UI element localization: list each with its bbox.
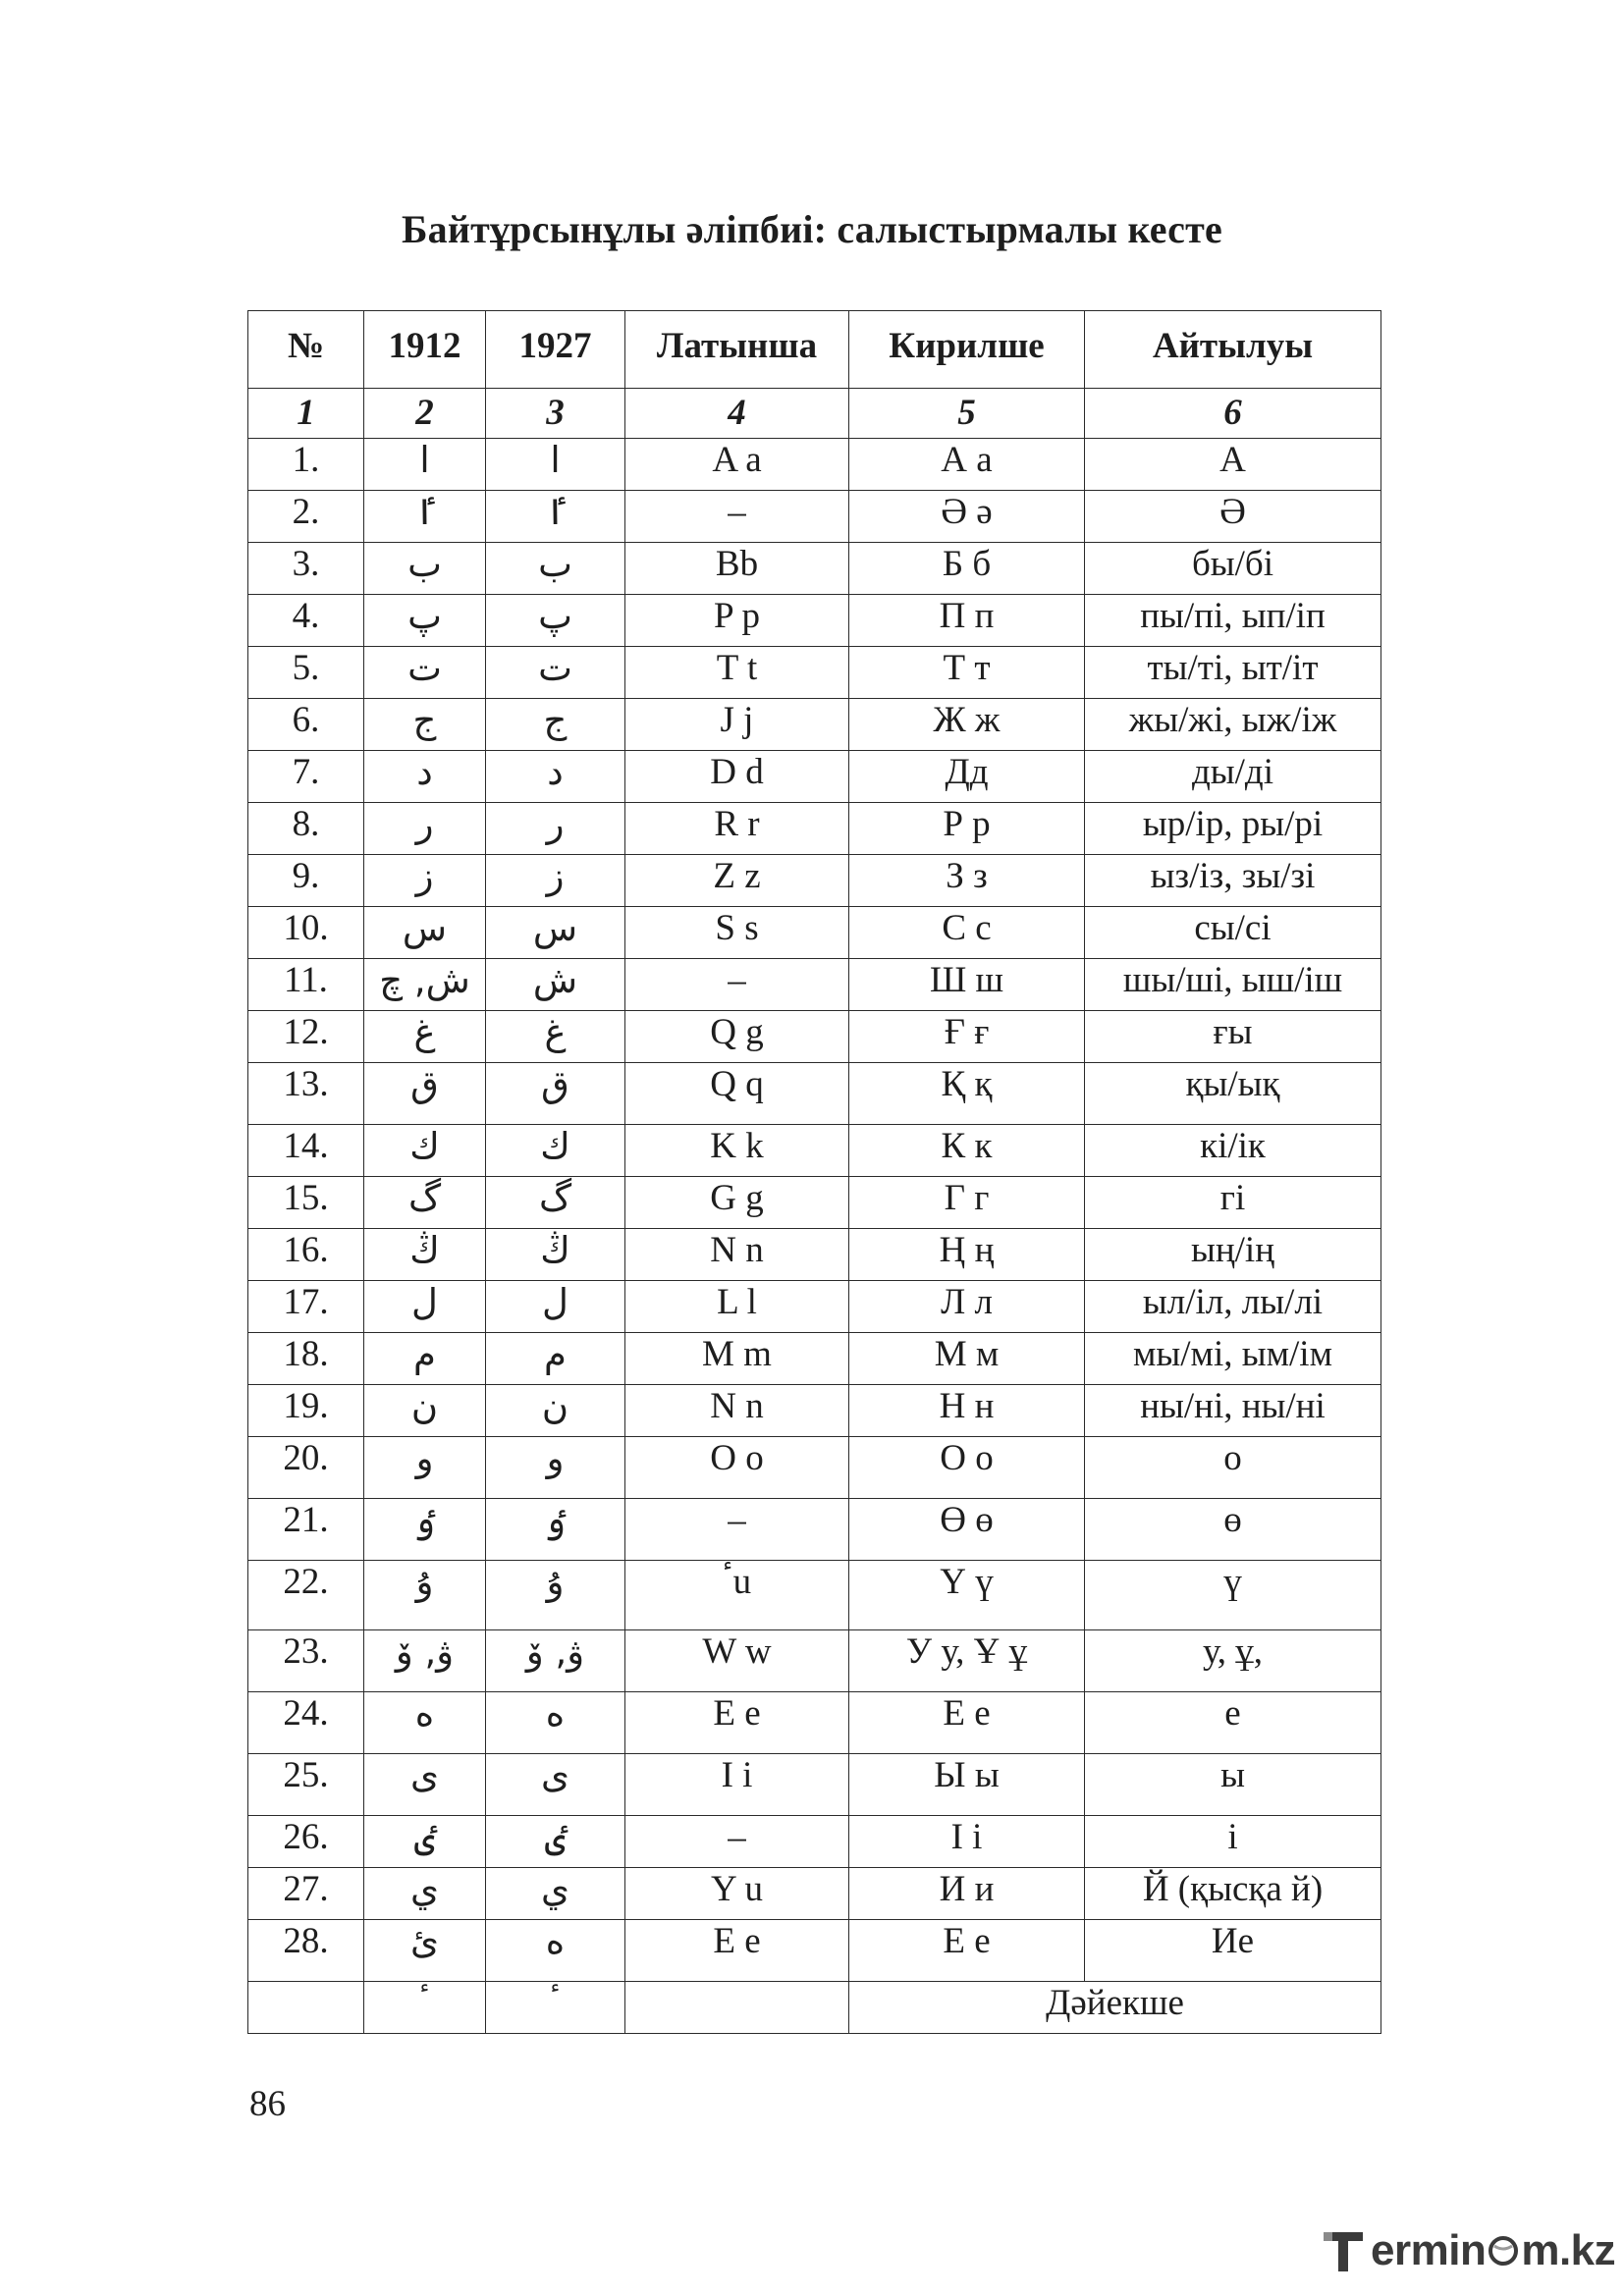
pronunciation-cell: Ие [1085, 1920, 1381, 1982]
footer-label: Дәйекше [849, 1982, 1381, 2034]
table-row [248, 1920, 1381, 1982]
arabic-1927-cell: ي [486, 1868, 625, 1920]
row-number-cell: 3. [248, 543, 364, 595]
page-title: Байтұрсынұлы әліпбиі: салыстырмалы кесте [402, 207, 1222, 251]
pronunciation-cell: Й (қысқа й) [1085, 1868, 1381, 1920]
pronunciation-cell: А [1085, 439, 1381, 491]
latin-cell: ٴu [625, 1561, 849, 1630]
table-row [248, 803, 1381, 855]
arabic-1912-cell: ش, چ [364, 959, 486, 1011]
table-row [248, 1561, 1381, 1630]
row-number-cell: 18. [248, 1333, 364, 1385]
watermark-text-after: m.kz [1521, 2226, 1616, 2274]
arabic-1927-cell: م [486, 1333, 625, 1385]
cyrillic-cell: Ж ж [849, 699, 1085, 751]
table-row [248, 1063, 1381, 1125]
cyrillic-cell: П п [849, 595, 1085, 647]
cyrillic-cell: Е е [849, 1920, 1085, 1982]
table-row [248, 1333, 1381, 1385]
row-number-cell: 20. [248, 1437, 364, 1499]
globe-icon [1487, 2234, 1520, 2268]
pronunciation-cell: жы/жі, ыж/іж [1085, 699, 1381, 751]
arabic-1927-cell: ڭ [486, 1229, 625, 1281]
arabic-1912-cell: ۇ [364, 1561, 486, 1630]
page-number: 86 [249, 2084, 286, 2124]
pronunciation-cell: ны/ні, ны/ні [1085, 1385, 1381, 1437]
watermark-text-before: ermin [1371, 2226, 1487, 2274]
latin-cell: Y u [625, 1868, 849, 1920]
arabic-1912-cell: ب [364, 543, 486, 595]
arabic-1912-cell: غ [364, 1011, 486, 1063]
latin-cell: I i [625, 1754, 849, 1816]
table-row [248, 1692, 1381, 1754]
pronunciation-cell: ты/ті, ыт/іт [1085, 647, 1381, 699]
row-number-cell: 23. [248, 1630, 364, 1692]
latin-cell: Z z [625, 855, 849, 907]
arabic-1927-cell: ه [486, 1692, 625, 1754]
arabic-1927-cell: و [486, 1437, 625, 1499]
arabic-1927-cell: ٵ [486, 491, 625, 543]
arabic-1912-cell: ئ [364, 1920, 486, 1982]
pronunciation-cell: о [1085, 1437, 1381, 1499]
cyrillic-cell: Н н [849, 1385, 1085, 1437]
cyrillic-cell: Ш ш [849, 959, 1085, 1011]
cyrillic-cell: Л л [849, 1281, 1085, 1333]
arabic-1927-cell: ٸ [486, 1816, 625, 1868]
latin-cell: W w [625, 1630, 849, 1692]
arabic-1927-cell: گ [486, 1177, 625, 1229]
arabic-1912-cell: ت [364, 647, 486, 699]
arabic-1912-cell: و [364, 1437, 486, 1499]
cyrillic-cell: Ғ ғ [849, 1011, 1085, 1063]
table-row [248, 647, 1381, 699]
cyrillic-cell: У у, Ұ ұ [849, 1630, 1085, 1692]
arabic-1912-cell: م [364, 1333, 486, 1385]
latin-cell: T t [625, 647, 849, 699]
pronunciation-cell: ыз/із, зы/зі [1085, 855, 1381, 907]
cyrillic-cell: И и [849, 1868, 1085, 1920]
footer-number-cell [248, 1982, 364, 2034]
pronunciation-cell: ө [1085, 1499, 1381, 1561]
column-index: 1 [248, 389, 364, 439]
pronunciation-cell: е [1085, 1692, 1381, 1754]
column-index-row [248, 389, 1381, 439]
pronunciation-cell: бы/бі [1085, 543, 1381, 595]
table-body [248, 389, 1381, 1982]
latin-cell: – [625, 1816, 849, 1868]
latin-cell: – [625, 491, 849, 543]
latin-cell: – [625, 959, 849, 1011]
table-row [248, 1499, 1381, 1561]
header-1912: 1912 [364, 311, 486, 389]
table-row [248, 1868, 1381, 1920]
latin-cell: N n [625, 1229, 849, 1281]
cyrillic-cell: Ү ү [849, 1561, 1085, 1630]
arabic-1927-cell: ل [486, 1281, 625, 1333]
arabic-1912-cell: ل [364, 1281, 486, 1333]
latin-cell: L l [625, 1281, 849, 1333]
row-number-cell: 16. [248, 1229, 364, 1281]
arabic-1912-cell: ڭ [364, 1229, 486, 1281]
arabic-1912-cell: ى [364, 1754, 486, 1816]
cyrillic-cell: Б б [849, 543, 1085, 595]
pronunciation-cell: ү [1085, 1561, 1381, 1630]
cyrillic-cell: К к [849, 1125, 1085, 1177]
pronunciation-cell: пы/пі, ып/іп [1085, 595, 1381, 647]
pronunciation-cell: кі/ік [1085, 1125, 1381, 1177]
arabic-1927-cell: ا [486, 439, 625, 491]
arabic-1912-cell: ا [364, 439, 486, 491]
arabic-1912-cell: ٵ [364, 491, 486, 543]
pronunciation-cell: ың/iң [1085, 1229, 1381, 1281]
table-row [248, 1281, 1381, 1333]
latin-cell: Q g [625, 1011, 849, 1063]
column-index: 5 [849, 389, 1085, 439]
site-watermark [1320, 2226, 1615, 2275]
row-number-cell: 19. [248, 1385, 364, 1437]
pronunciation-cell: і [1085, 1816, 1381, 1868]
footer-1912-cell: ٴ [364, 1982, 486, 2034]
table-row [248, 1125, 1381, 1177]
latin-cell: M m [625, 1333, 849, 1385]
table-row [248, 491, 1381, 543]
column-index: 3 [486, 389, 625, 439]
pronunciation-cell: ы [1085, 1754, 1381, 1816]
cyrillic-cell: С с [849, 907, 1085, 959]
pronunciation-cell: қы/ық [1085, 1063, 1381, 1125]
terminkom-logo-icon [1320, 2226, 1369, 2275]
cyrillic-cell: Т т [849, 647, 1085, 699]
table-row [248, 959, 1381, 1011]
row-number-cell: 2. [248, 491, 364, 543]
arabic-1912-cell: ٸ [364, 1816, 486, 1868]
row-number-cell: 26. [248, 1816, 364, 1868]
header-number: № [248, 311, 364, 389]
arabic-1912-cell: ر [364, 803, 486, 855]
header-pronunciation: Айтылуы [1085, 311, 1381, 389]
arabic-1927-cell: غ [486, 1011, 625, 1063]
row-number-cell: 17. [248, 1281, 364, 1333]
row-number-cell: 22. [248, 1561, 364, 1630]
footer-latin-cell [625, 1982, 849, 2034]
row-number-cell: 21. [248, 1499, 364, 1561]
arabic-1927-cell: ى [486, 1754, 625, 1816]
cyrillic-cell: Р р [849, 803, 1085, 855]
arabic-1927-cell: ٶ [486, 1499, 625, 1561]
cyrillic-cell: Ө ө [849, 1499, 1085, 1561]
row-number-cell: 4. [248, 595, 364, 647]
table-row [248, 1816, 1381, 1868]
arabic-1912-cell: گ [364, 1177, 486, 1229]
latin-cell: – [625, 1499, 849, 1561]
arabic-1927-cell: ز [486, 855, 625, 907]
cyrillic-cell: З з [849, 855, 1085, 907]
table-row [248, 439, 1381, 491]
arabic-1927-cell: د [486, 751, 625, 803]
arabic-1912-cell: س [364, 907, 486, 959]
arabic-1912-cell: ٶ [364, 1499, 486, 1561]
table-row [248, 543, 1381, 595]
arabic-1927-cell: ر [486, 803, 625, 855]
row-number-cell: 7. [248, 751, 364, 803]
latin-cell: N n [625, 1385, 849, 1437]
latin-cell: R r [625, 803, 849, 855]
cyrillic-cell: А а [849, 439, 1085, 491]
row-number-cell: 10. [248, 907, 364, 959]
footer-row-daiekshe [248, 1982, 1381, 2034]
row-number-cell: 25. [248, 1754, 364, 1816]
arabic-1912-cell: ق [364, 1063, 486, 1125]
latin-cell: Bb [625, 543, 849, 595]
cyrillic-cell: Ң ң [849, 1229, 1085, 1281]
arabic-1927-cell: ب [486, 543, 625, 595]
arabic-1912-cell: ج [364, 699, 486, 751]
arabic-1912-cell: ي [364, 1868, 486, 1920]
arabic-1912-cell: ه [364, 1692, 486, 1754]
latin-cell: P p [625, 595, 849, 647]
cyrillic-cell: М м [849, 1333, 1085, 1385]
row-number-cell: 13. [248, 1063, 364, 1125]
row-number-cell: 11. [248, 959, 364, 1011]
pronunciation-cell: сы/сі [1085, 907, 1381, 959]
cyrillic-cell: Е е [849, 1692, 1085, 1754]
table-row [248, 1754, 1381, 1816]
latin-cell: O o [625, 1437, 849, 1499]
table-row [248, 751, 1381, 803]
cyrillic-cell: Ы ы [849, 1754, 1085, 1816]
arabic-1927-cell: پ [486, 595, 625, 647]
arabic-1927-cell: ن [486, 1385, 625, 1437]
latin-cell: S s [625, 907, 849, 959]
latin-cell: A a [625, 439, 849, 491]
row-number-cell: 15. [248, 1177, 364, 1229]
pronunciation-cell: Ә [1085, 491, 1381, 543]
arabic-1912-cell: ن [364, 1385, 486, 1437]
latin-cell: J j [625, 699, 849, 751]
cyrillic-cell: І і [849, 1816, 1085, 1868]
row-number-cell: 12. [248, 1011, 364, 1063]
arabic-1927-cell: س [486, 907, 625, 959]
row-number-cell: 28. [248, 1920, 364, 1982]
table-row [248, 1437, 1381, 1499]
arabic-1927-cell: ج [486, 699, 625, 751]
footer-1927-cell: ٴ [486, 1982, 625, 2034]
arabic-1927-cell: ۇ [486, 1561, 625, 1630]
arabic-1912-cell: پ [364, 595, 486, 647]
table-row [248, 1177, 1381, 1229]
pronunciation-cell: гі [1085, 1177, 1381, 1229]
header-cyrillic: Кирилше [849, 311, 1085, 389]
row-number-cell: 1. [248, 439, 364, 491]
pronunciation-cell: ды/ді [1085, 751, 1381, 803]
column-index: 4 [625, 389, 849, 439]
cyrillic-cell: Ә ә [849, 491, 1085, 543]
arabic-1927-cell: ت [486, 647, 625, 699]
arabic-1927-cell: ق [486, 1063, 625, 1125]
header-row [248, 311, 1381, 389]
pronunciation-cell: мы/мі, ым/ім [1085, 1333, 1381, 1385]
table-row [248, 1011, 1381, 1063]
row-number-cell: 14. [248, 1125, 364, 1177]
table-row [248, 907, 1381, 959]
latin-cell: Q q [625, 1063, 849, 1125]
row-number-cell: 5. [248, 647, 364, 699]
row-number-cell: 9. [248, 855, 364, 907]
pronunciation-cell: ғы [1085, 1011, 1381, 1063]
pronunciation-cell: ыр/ір, ры/рі [1085, 803, 1381, 855]
row-number-cell: 6. [248, 699, 364, 751]
column-index: 2 [364, 389, 486, 439]
table-row [248, 1385, 1381, 1437]
table-row [248, 855, 1381, 907]
cyrillic-cell: Г г [849, 1177, 1085, 1229]
alphabet-comparison-table [247, 310, 1381, 2034]
table-row [248, 1630, 1381, 1692]
arabic-1912-cell: ز [364, 855, 486, 907]
arabic-1927-cell: ه [486, 1920, 625, 1982]
pronunciation-cell: у, ұ, [1085, 1630, 1381, 1692]
arabic-1927-cell: ۋ, ۆ [486, 1630, 625, 1692]
latin-cell: E e [625, 1692, 849, 1754]
header-1927: 1927 [486, 311, 625, 389]
row-number-cell: 27. [248, 1868, 364, 1920]
header-latin: Латынша [625, 311, 849, 389]
column-index: 6 [1085, 389, 1381, 439]
arabic-1912-cell: د [364, 751, 486, 803]
pronunciation-cell: шы/ші, ыш/іш [1085, 959, 1381, 1011]
table-row [248, 1229, 1381, 1281]
latin-cell: K k [625, 1125, 849, 1177]
latin-cell: D d [625, 751, 849, 803]
row-number-cell: 24. [248, 1692, 364, 1754]
arabic-1912-cell: ك [364, 1125, 486, 1177]
cyrillic-cell: Дд [849, 751, 1085, 803]
latin-cell: E e [625, 1920, 849, 1982]
arabic-1912-cell: ۋ, ۆ [364, 1630, 486, 1692]
cyrillic-cell: О о [849, 1437, 1085, 1499]
arabic-1927-cell: ش [486, 959, 625, 1011]
arabic-1927-cell: ك [486, 1125, 625, 1177]
cyrillic-cell: Қ қ [849, 1063, 1085, 1125]
latin-cell: G g [625, 1177, 849, 1229]
row-number-cell: 8. [248, 803, 364, 855]
pronunciation-cell: ыл/іл, лы/лі [1085, 1281, 1381, 1333]
table-row [248, 595, 1381, 647]
table-row [248, 699, 1381, 751]
